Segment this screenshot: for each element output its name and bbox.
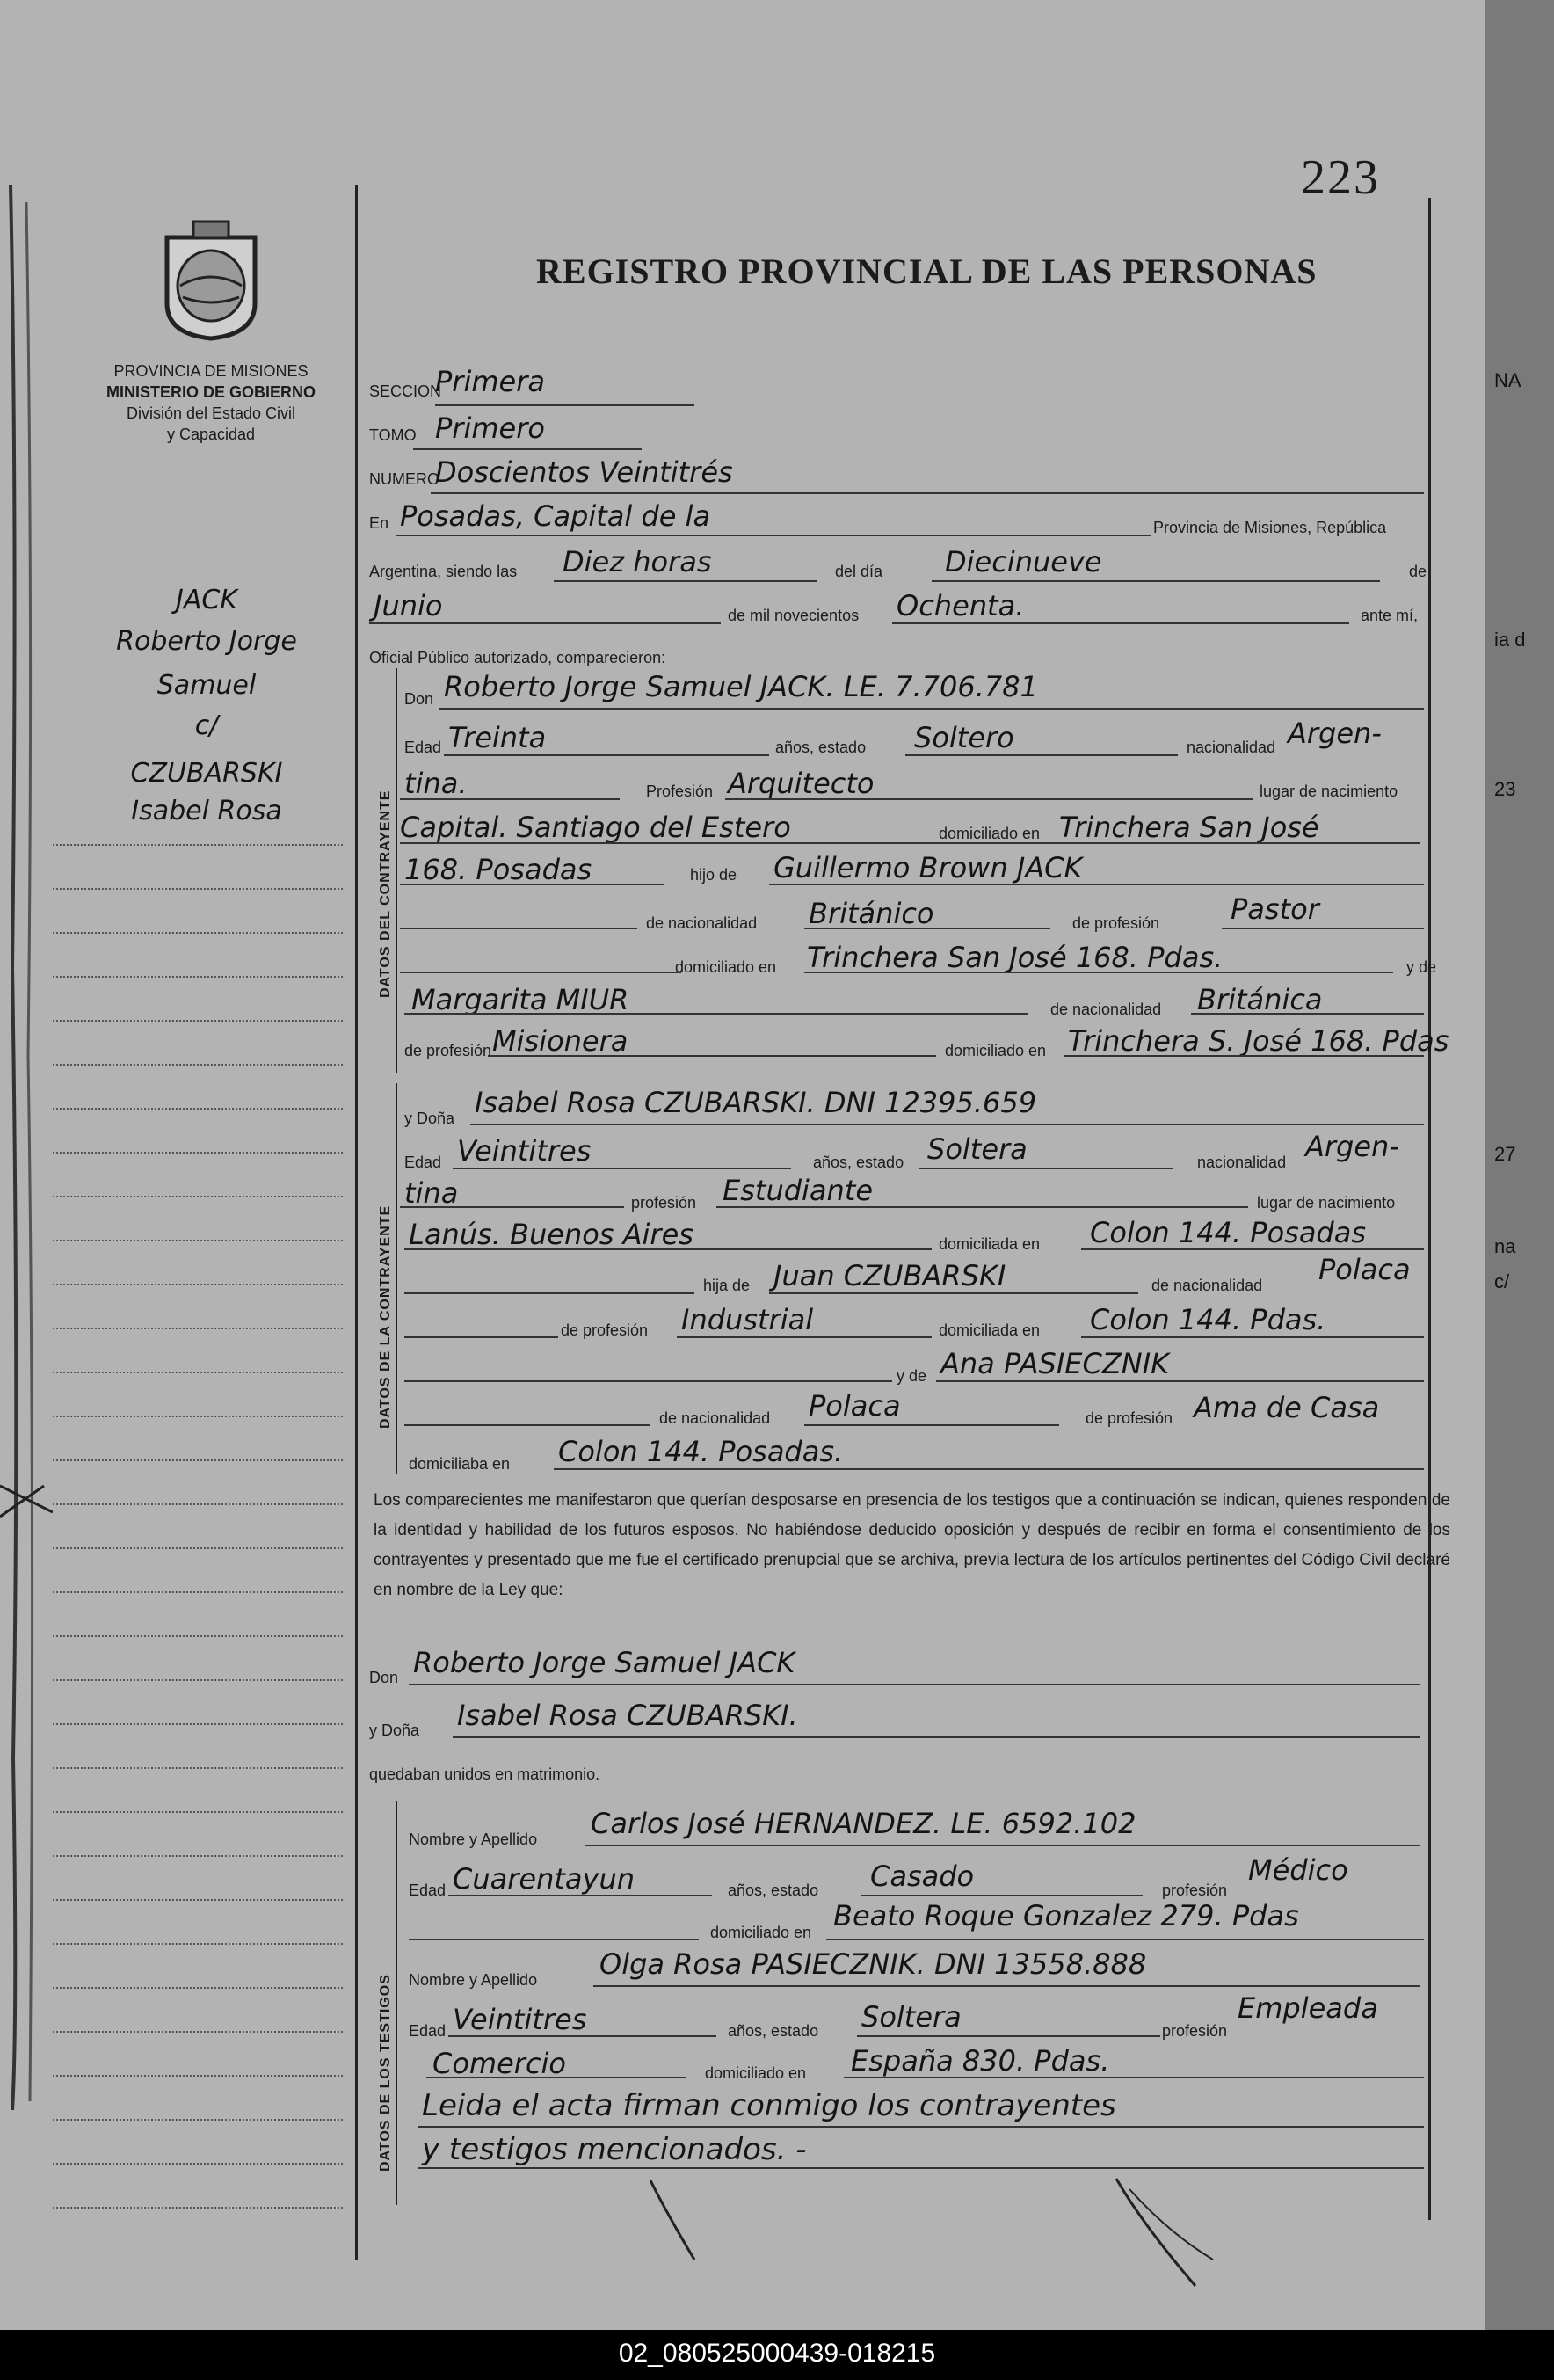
testigo2-edad: Veintitres xyxy=(453,2003,587,2036)
margin-given-1: Roberto Jorge xyxy=(116,626,297,657)
label-anos-estado-t1: años, estado xyxy=(728,1881,819,1899)
contrayente-profesion: Arquitecto xyxy=(728,767,875,800)
contrayente-madre-prof: Misionera xyxy=(492,1024,628,1058)
label-edad-t1: Edad xyxy=(409,1881,447,1899)
label-oficial: Oficial Público autorizado, comparecieron: xyxy=(369,649,666,666)
contrayente-lugar-nac: Capital. Santiago del Estero xyxy=(400,811,791,844)
value-numero: Doscientos Veintitrés xyxy=(435,455,733,489)
adjacent-page-edge xyxy=(1485,0,1554,2330)
closing-line-2: y testigos mencionados. - xyxy=(422,2132,807,2167)
label-padre-nac-2: de nacionalidad xyxy=(1151,1277,1263,1294)
label-domiciliado: domiciliado en xyxy=(939,825,1041,842)
issuer-ministry: MINISTERIO DE GOBIERNO xyxy=(105,383,316,401)
testigo2-profesion-a: Empleada xyxy=(1238,1991,1378,2025)
label-numero: NUMERO xyxy=(369,470,439,488)
label-provincia: Provincia de Misiones, República xyxy=(1153,519,1387,536)
margin-given-1b: Samuel xyxy=(156,670,257,701)
label-edad: Edad xyxy=(404,739,442,756)
label-quedaban: quedaban unidos en matrimonio. xyxy=(369,1765,600,1783)
label-nombre-t1: Nombre y Apellido xyxy=(409,1830,538,1848)
label-domiciliada: domiciliada en xyxy=(939,1235,1041,1253)
label-nacionalidad: nacionalidad xyxy=(1187,739,1276,756)
margin-given-2: Isabel Rosa xyxy=(131,796,282,826)
contrayente-nac-b: tina. xyxy=(404,767,468,800)
contrayenta-lugar-nac: Lanús. Buenos Aires xyxy=(409,1218,693,1251)
contrayente-padre: Guillermo Brown JACK xyxy=(773,851,1083,884)
label-madre-prof-2: de profesión xyxy=(1086,1409,1173,1427)
margin-connector: c/ xyxy=(194,710,219,741)
label-profesion-t1: profesión xyxy=(1162,1881,1228,1899)
label-padre-dom-2: domiciliada en xyxy=(939,1321,1041,1339)
contrayente-madre-dom: Trinchera S. José 168. Pdas xyxy=(1068,1024,1449,1058)
label-y-dona: y Doña xyxy=(404,1110,455,1127)
adjacent-text-2: ia d xyxy=(1494,629,1526,651)
contrayente-edad: Treinta xyxy=(448,721,547,754)
label-lugar-nac-2: lugar de nacimiento xyxy=(1257,1194,1396,1212)
label-nacionalidad-2: nacionalidad xyxy=(1197,1154,1287,1171)
issuer-division: División del Estado Civil xyxy=(126,404,296,422)
label-en: En xyxy=(369,514,389,532)
adjacent-text-5: na xyxy=(1494,1235,1516,1257)
value-dia: Diecinueve xyxy=(945,545,1102,579)
page-title: REGISTRO PROVINCIAL DE LAS PERSONAS xyxy=(536,251,1318,291)
contrayente-domicilio-a: Trinchera San José xyxy=(1059,811,1319,844)
contrayente-padre-dom: Trinchera San José 168. Pdas. xyxy=(807,941,1224,974)
contrayente-domicilio-b: 168. Posadas xyxy=(404,853,592,886)
contrayenta-madre: Ana PASIECZNIK xyxy=(940,1347,1170,1380)
label-del-dia: del día xyxy=(835,563,883,580)
contrayenta-profesion: Estudiante xyxy=(723,1174,874,1207)
label-padre-dom: domiciliado en xyxy=(675,958,777,976)
label-seccion: SECCION xyxy=(369,382,442,400)
testigo2-domicilio: España 830. Pdas. xyxy=(851,2044,1110,2078)
label-edad-2: Edad xyxy=(404,1154,442,1171)
label-argentina: Argentina, siendo las xyxy=(369,563,518,580)
testigo1-domicilio: Beato Roque Gonzalez 279. Pdas xyxy=(833,1899,1299,1932)
page-number: 223 xyxy=(1301,150,1380,205)
contrayenta-estado: Soltera xyxy=(927,1132,1028,1166)
value-mes: Junio xyxy=(374,589,443,622)
binding-string-icon xyxy=(0,0,53,2330)
closing-line-1: Leida el acta firman conmigo los contrayentes xyxy=(422,2088,1116,2123)
value-lugar: Posadas, Capital de la xyxy=(400,499,711,533)
label-don-2: Don xyxy=(369,1669,399,1686)
contrayenta-nombre: Isabel Rosa CZUBARSKI. DNI 12395.659 xyxy=(475,1086,1037,1119)
contrayenta-madre-nac: Polaca xyxy=(809,1389,901,1423)
contrayente-nombre: Roberto Jorge Samuel JACK. LE. 7.706.781 xyxy=(444,670,1038,703)
label-profesion-t2: profesión xyxy=(1162,2022,1228,2040)
testigo1-nombre: Carlos José HERNANDEZ. LE. 6592.102 xyxy=(591,1807,1136,1840)
side-label-contrayenta: DATOS DE LA CONTRAYENTE xyxy=(378,1205,393,1429)
label-padre-prof-2: de profesión xyxy=(561,1321,649,1339)
image-id-footer: 02_080525000439-018215 xyxy=(618,2339,936,2368)
declaration-text: Los comparecientes me manifestaron que querían desposarse en presencia de los testigos que a continuación se indican, quienes responden de la identidad y habilidad de los futuros esposos. No habiéndose deducido oposición y después de recibir en forma el consentimiento de los contrayentes y presentado que me fue el certificado prenupcial que se archiva, previa lectura de los artículos pertinentes del Código Civil declaré en nombre de la Ley que: xyxy=(374,1491,1450,1599)
contrayente-madre: Margarita MIUR xyxy=(411,983,629,1016)
label-padre-prof: de profesión xyxy=(1072,914,1160,932)
adjacent-text-4: 27 xyxy=(1494,1143,1516,1165)
label-ante-mi: ante mí, xyxy=(1361,607,1419,624)
testigo2-nombre: Olga Rosa PASIECZNIK. DNI 13558.888 xyxy=(599,1947,1147,1981)
contrayenta-madre-dom: Colon 144. Posadas. xyxy=(558,1435,844,1468)
testigo2-profesion-b: Comercio xyxy=(432,2047,566,2080)
label-y-de-2: y de xyxy=(897,1367,927,1385)
adjacent-text-1: NA xyxy=(1494,369,1521,391)
contrayenta-madre-prof: Ama de Casa xyxy=(1194,1391,1380,1424)
label-nombre-t2: Nombre y Apellido xyxy=(409,1971,538,1989)
value-seccion: Primera xyxy=(435,365,545,398)
value-anio: Ochenta. xyxy=(897,589,1025,622)
margin-surname-1: JACK xyxy=(176,585,237,615)
label-profesion-2: profesión xyxy=(631,1194,697,1212)
testigo1-profesion: Médico xyxy=(1248,1853,1348,1887)
label-madre-dom: domiciliado en xyxy=(945,1042,1047,1059)
label-domiciliaba: domiciliaba en xyxy=(409,1455,511,1473)
contrayenta-edad: Veintitres xyxy=(457,1134,592,1168)
adjacent-text-3: 23 xyxy=(1494,778,1516,800)
adjacent-text-6: c/ xyxy=(1494,1270,1510,1292)
contrayenta-padre-prof: Industrial xyxy=(681,1303,814,1336)
label-don: Don xyxy=(404,690,434,708)
margin-surname-2: CZUBARSKI xyxy=(130,758,283,789)
contrayenta-nac-a: Argen- xyxy=(1305,1130,1399,1163)
issuer-division-2: y Capacidad xyxy=(166,426,256,443)
label-lugar-nac: lugar de nacimiento xyxy=(1260,782,1398,800)
label-madre-prof: de profesión xyxy=(404,1042,492,1059)
testigo1-estado: Casado xyxy=(870,1860,975,1893)
contrayente-padre-prof: Pastor xyxy=(1231,892,1319,926)
label-madre-nac-2: de nacionalidad xyxy=(659,1409,771,1427)
contrayente-madre-nac: Británica xyxy=(1197,983,1323,1016)
contrayenta-domicilio: Colon 144. Posadas xyxy=(1090,1216,1367,1249)
label-anos-estado-2: años, estado xyxy=(813,1154,904,1171)
label-domiciliado-t1: domiciliado en xyxy=(710,1924,812,1941)
testigo1-edad: Cuarentayun xyxy=(453,1862,635,1896)
label-domiciliado-t2: domiciliado en xyxy=(705,2064,807,2082)
label-hija-de: hija de xyxy=(703,1277,751,1294)
contrayente-estado: Soltero xyxy=(914,721,1014,754)
issuer-province: PROVINCIA DE MISIONES xyxy=(113,362,309,380)
contrayente-nac-a: Argen- xyxy=(1288,717,1382,750)
label-y-dona-2: y Doña xyxy=(369,1721,420,1739)
label-de: de xyxy=(1409,563,1427,580)
label-tomo: TOMO xyxy=(369,426,417,444)
label-anos-estado-t2: años, estado xyxy=(728,2022,819,2040)
side-label-contrayente: DATOS DEL CONTRAYENTE xyxy=(378,790,393,998)
unidos-don: Roberto Jorge Samuel JACK xyxy=(413,1646,795,1679)
contrayenta-padre-nac: Polaca xyxy=(1318,1253,1411,1286)
label-y-de: y de xyxy=(1406,958,1437,976)
testigo2-estado: Soltera xyxy=(861,2000,962,2034)
value-tomo: Primero xyxy=(435,411,545,445)
contrayenta-padre: Juan CZUBARSKI xyxy=(773,1259,1006,1292)
label-de-mil: de mil novecientos xyxy=(728,607,860,624)
label-madre-nac: de nacionalidad xyxy=(1050,1001,1162,1018)
label-edad-t2: Edad xyxy=(409,2022,447,2040)
side-label-testigos: DATOS DE LOS TESTIGOS xyxy=(378,1974,393,2172)
label-padre-nac: de nacionalidad xyxy=(646,914,758,932)
unidos-dona: Isabel Rosa CZUBARSKI. xyxy=(457,1699,798,1732)
contrayenta-padre-dom: Colon 144. Pdas. xyxy=(1090,1303,1326,1336)
label-anos-estado: años, estado xyxy=(775,739,867,756)
contrayenta-nac-b: tina xyxy=(404,1176,459,1210)
contrayente-padre-nac: Británico xyxy=(809,897,934,930)
label-profesion: Profesión xyxy=(646,782,714,800)
label-hijo-de: hijo de xyxy=(690,866,737,884)
value-hora: Diez horas xyxy=(563,545,712,579)
